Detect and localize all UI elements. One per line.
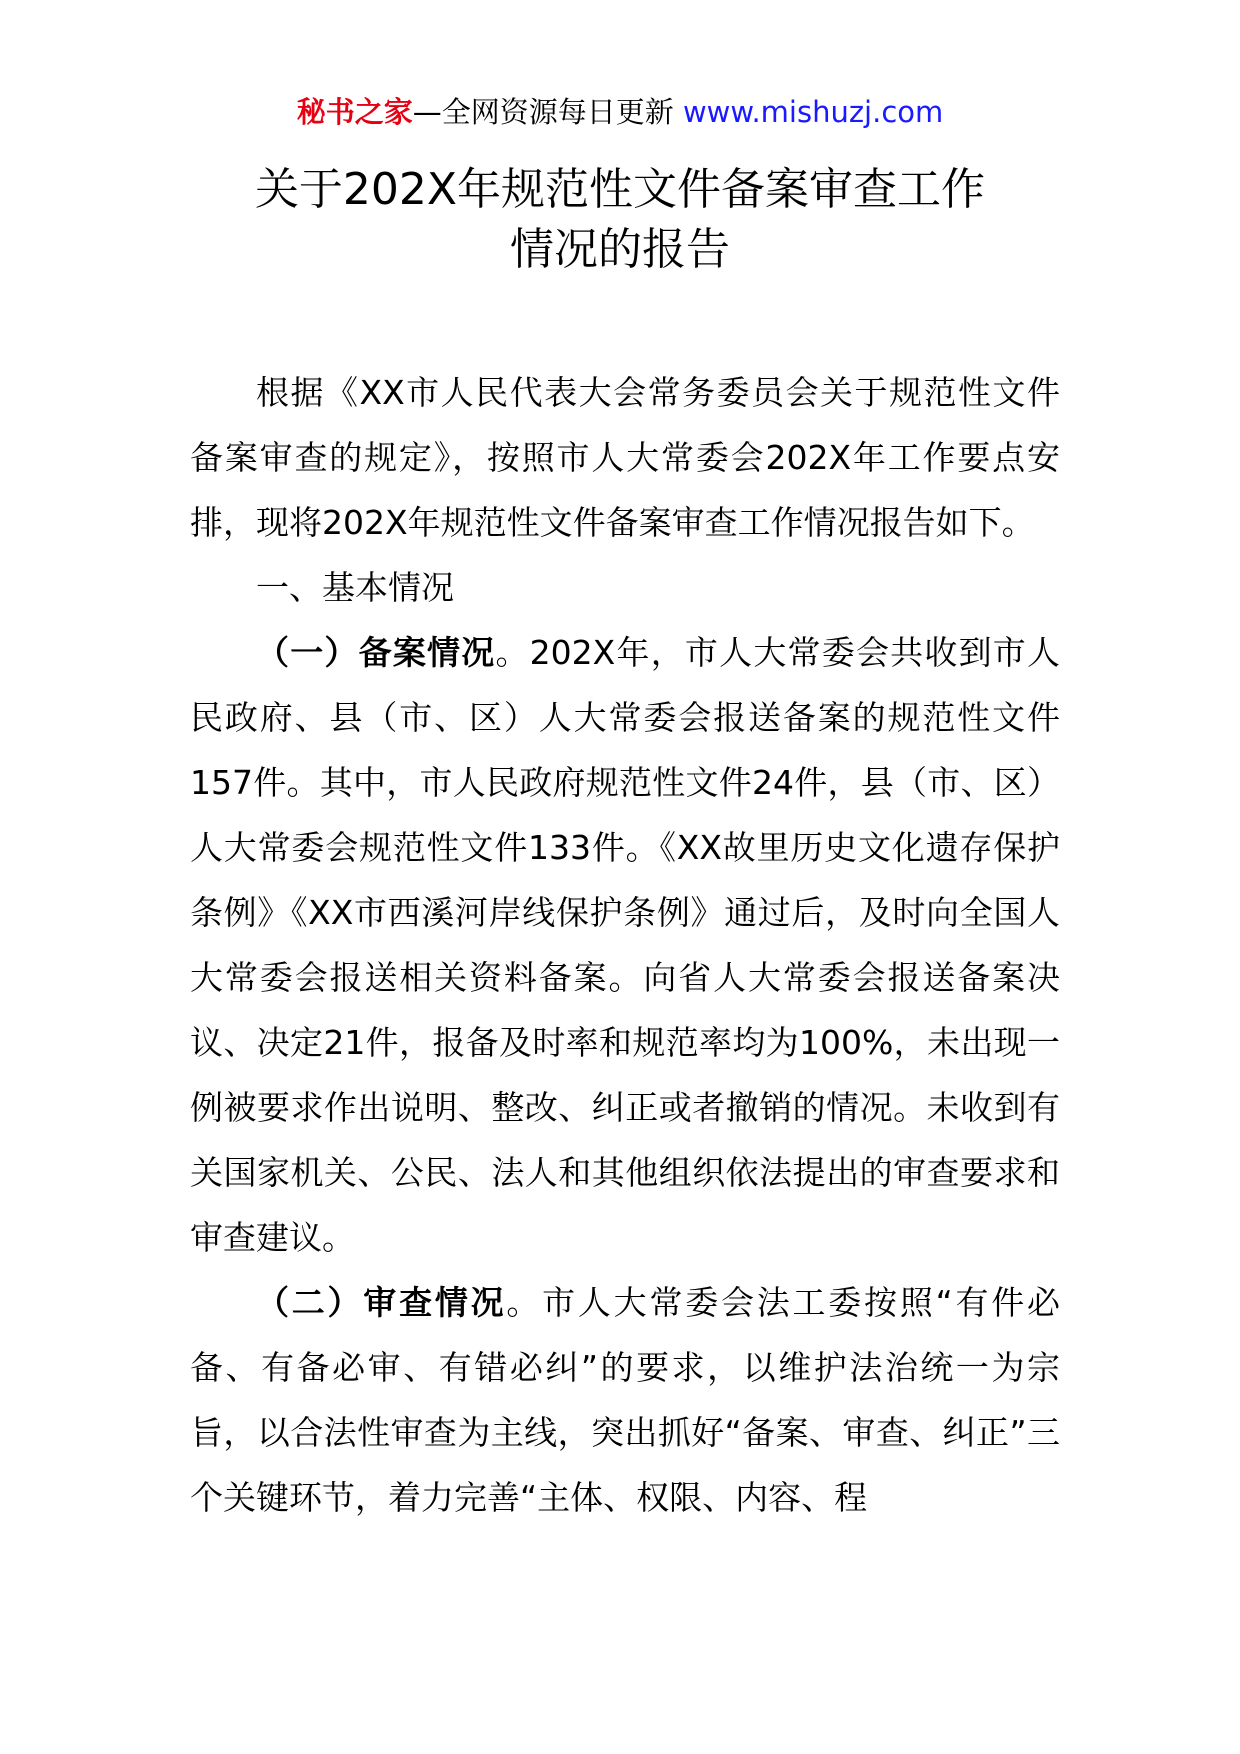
site-url-link[interactable]: www.mishuzj.com (682, 95, 944, 129)
review-lead: （二）审查情况 (256, 1283, 507, 1322)
intro-paragraph: 根据《XX市人民代表大会常务委员会关于规范性文件备案审查的规定》，按照市人大常委会202X年工作要点安排，现将202X年规范性文件备案审查工作情况报告如下。 (190, 373, 1060, 542)
paragraph-review (190, 1270, 1060, 1530)
title-line-2: 情况的报告 (510, 224, 730, 275)
filing-text: 。202X年，市人大常委会共收到市人民政府、县（市、区）人大常委会报送备案的规范性文件157件。其中，市人民政府规范性文件24件，县（市、区）人大常委会规范性文件133件。《XX故里历史文化遗存保护条例》《XX市西溪河岸线保护条例》通过后，及时向全国人大常委会报送相关资料备案。向省人大常委会报送备案决议、决定21件，报备及时率和规范率均为100%，未出现一例被要求作出说明、整改、纠正或者撤销的情况。未收到有关国家机关、公民、法人和其他组织依法提出的审查要求和审查建议。 (190, 633, 1061, 1257)
review-text: 。市人大常委会法工委按照“有件必备、有备必审、有错必纠”的要求，以维护法治统一为宗旨，以合法性审查为主线，突出抓好“备案、审查、纠正”三个关键环节，着力完善“主体、权限、内容、程 (190, 1283, 1060, 1517)
paragraph-filing (190, 620, 1060, 1270)
site-header (0, 92, 1240, 132)
header-slogan: —全网资源每日更新 (412, 95, 674, 129)
document-body (190, 360, 1060, 1530)
document-title (0, 160, 1240, 280)
section-heading-basic: 一、基本情况 (256, 568, 454, 607)
filing-lead: （一）备案情况 (256, 633, 496, 672)
title-line-1: 关于202X年规范性文件备案审查工作 (254, 164, 986, 215)
brand-name: 秘书之家 (296, 95, 413, 129)
